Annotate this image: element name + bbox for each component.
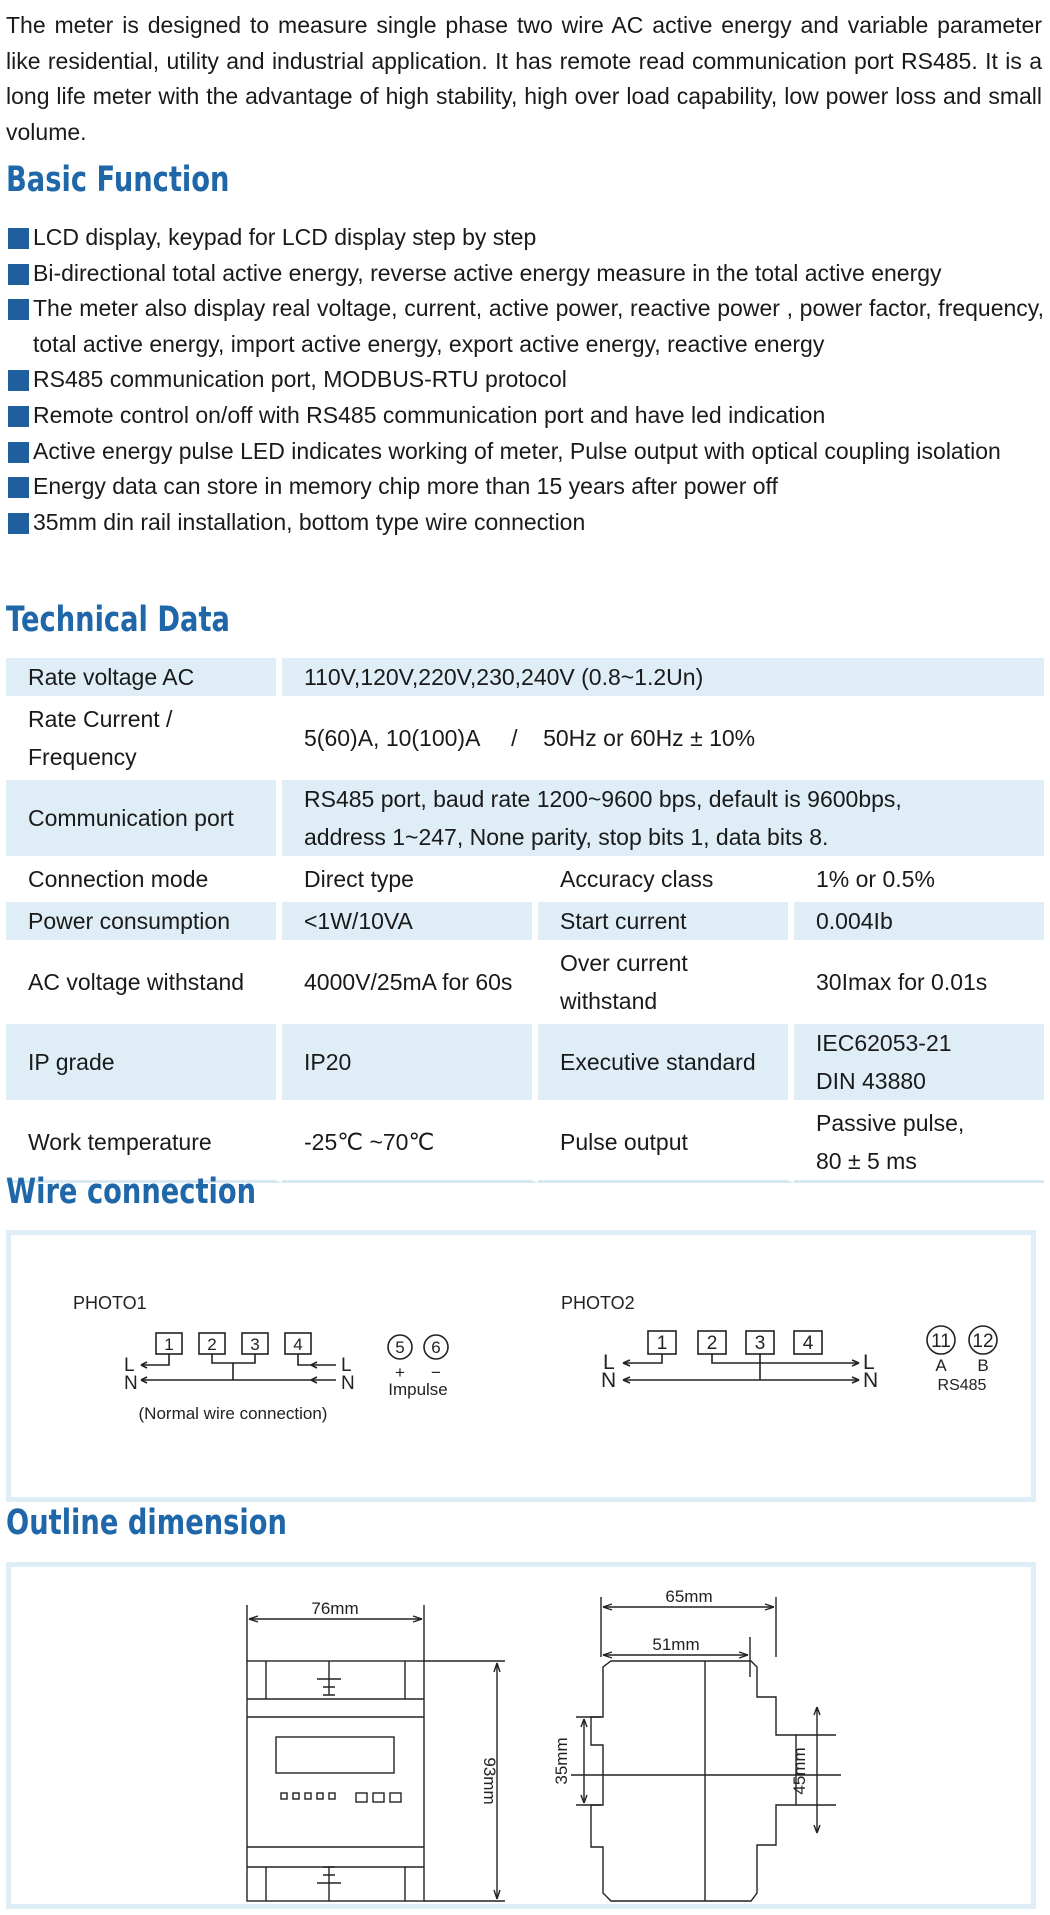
list-item: Remote control on/off with RS485 communication port and have led indication xyxy=(6,398,1044,434)
table-value-cell: IP20 xyxy=(282,1024,538,1104)
screw-terminal xyxy=(317,1867,341,1901)
square-bullet-icon xyxy=(8,477,29,498)
wire-line xyxy=(298,1354,336,1365)
table-value-cell: 5(60)A, 10(100)A / 50Hz or 60Hz ± 10% xyxy=(282,700,1044,780)
line-l-label: L xyxy=(341,1355,352,1376)
table-value-cell: 1% or 0.5% xyxy=(794,860,1044,902)
table-value-cell: IEC62053-21 DIN 43880 xyxy=(794,1024,1044,1104)
square-bullet-icon xyxy=(8,406,29,427)
side-view xyxy=(552,1587,841,1901)
lcd-window xyxy=(276,1737,394,1773)
terminal-label: 3 xyxy=(250,1335,260,1354)
wire-connection-panel xyxy=(6,1230,1036,1502)
outline-dimension-panel xyxy=(6,1562,1036,1909)
photo1-caption: PHOTO1 xyxy=(73,1293,147,1313)
table-label-cell: Communication port xyxy=(6,780,282,860)
table-label-cell: AC voltage withstand xyxy=(6,944,282,1024)
line-l-label: L xyxy=(863,1351,875,1374)
rs485-terminal-label: 11 xyxy=(931,1331,951,1352)
technical-data-table xyxy=(6,658,1044,1183)
table-row xyxy=(6,658,1044,700)
front-width-label: 76mm xyxy=(311,1599,359,1618)
wire-connection-heading: Wire connection xyxy=(6,1172,257,1212)
table-label-cell: Start current xyxy=(538,902,794,944)
rs485-letter: B xyxy=(977,1356,989,1375)
rs485-label: RS485 xyxy=(937,1377,987,1394)
keypad-button xyxy=(390,1793,401,1802)
line-n-label: N xyxy=(863,1369,879,1392)
keypad-dot xyxy=(329,1793,335,1799)
table-value-cell: Direct type xyxy=(282,860,538,902)
list-item: Bi-directional total active energy, reverse active energy measure in the total active energy xyxy=(6,256,1044,292)
wire-note: (Normal wire connection) xyxy=(138,1404,328,1423)
table-row xyxy=(6,780,1044,860)
keypad-dot xyxy=(281,1793,287,1799)
line-n-label: N xyxy=(601,1369,617,1392)
terminal-label: 1 xyxy=(164,1335,174,1354)
outline-dimension-drawing xyxy=(11,1567,1031,1904)
table-value-cell: 110V,120V,220V,230,240V (0.8~1.2Un) xyxy=(282,658,1044,700)
table-value-cell: 30Imax for 0.01s xyxy=(794,944,1044,1024)
line-l-label: L xyxy=(124,1355,135,1376)
list-item: 35mm din rail installation, bottom type wire connection xyxy=(6,505,1044,541)
pulse-terminal-label: 5 xyxy=(395,1338,405,1357)
side-total-depth-label: 65mm xyxy=(665,1587,713,1606)
screw-terminal xyxy=(317,1661,341,1695)
meter-front-body xyxy=(247,1661,424,1901)
front-height-label: 93mm xyxy=(480,1757,499,1805)
table-label-cell: Pulse output xyxy=(538,1104,794,1183)
terminal-label: 1 xyxy=(656,1333,668,1354)
basic-function-list xyxy=(6,220,1044,540)
square-bullet-icon xyxy=(8,264,29,285)
side-inner-depth-label: 51mm xyxy=(652,1635,700,1654)
photo1-diagram xyxy=(73,1293,448,1423)
extension-line xyxy=(576,1717,601,1805)
side-height-label: 45mm xyxy=(790,1747,809,1795)
table-value-cell: 0.004Ib xyxy=(794,902,1044,944)
table-label-cell: Rate voltage AC xyxy=(6,658,282,700)
table-row xyxy=(6,944,1044,1024)
square-bullet-icon xyxy=(8,370,29,391)
table-label-cell: Rate Current / Frequency xyxy=(6,700,282,780)
list-item: The meter also display real voltage, current, active power, reactive power , power factor, frequency, total active energy, import active energy, export active energy, reactive energy xyxy=(6,291,1044,362)
table-value-cell: -25℃ ~70℃ xyxy=(282,1104,538,1183)
table-label-cell: Executive standard xyxy=(538,1024,794,1104)
keypad-dot xyxy=(305,1793,311,1799)
square-bullet-icon xyxy=(8,299,29,320)
list-item: RS485 communication port, MODBUS-RTU protocol xyxy=(6,362,1044,398)
table-value-cell: Passive pulse, 80 ± 5 ms xyxy=(794,1104,1044,1183)
wire-connection-diagram xyxy=(11,1235,1031,1497)
line-n-label: N xyxy=(124,1373,138,1394)
wire-line xyxy=(623,1354,662,1363)
keypad-dot xyxy=(317,1793,323,1799)
table-row xyxy=(6,860,1044,902)
side-rail-label: 35mm xyxy=(552,1737,571,1785)
table-label-cell: Work temperature xyxy=(6,1104,282,1183)
table-row xyxy=(6,700,1044,780)
table-label-cell: IP grade xyxy=(6,1024,282,1104)
table-value-cell: 4000V/25mA for 60s xyxy=(282,944,538,1024)
pulse-terminal-label: 6 xyxy=(431,1338,441,1357)
terminal-label: 2 xyxy=(207,1335,217,1354)
pulse-sign: + xyxy=(395,1363,405,1382)
impulse-label: Impulse xyxy=(388,1380,448,1399)
square-bullet-icon xyxy=(8,513,29,534)
technical-data-heading: Technical Data xyxy=(6,600,230,640)
keypad-button xyxy=(356,1793,367,1802)
table-label-cell: Connection mode xyxy=(6,860,282,902)
outline-dimension-heading: Outline dimension xyxy=(6,1503,287,1543)
front-view xyxy=(247,1599,505,1901)
list-item: LCD display, keypad for LCD display step by step xyxy=(6,220,1044,256)
terminal-label: 4 xyxy=(293,1335,303,1354)
terminal-label: 4 xyxy=(802,1333,814,1354)
keypad-button xyxy=(373,1793,384,1802)
list-item: Active energy pulse LED indicates working of meter, Pulse output with optical coupling isolation xyxy=(6,434,1044,470)
table-label-cell: Over current withstand xyxy=(538,944,794,1024)
table-value-cell: <1W/10VA xyxy=(282,902,538,944)
basic-function-heading: Basic Function xyxy=(6,160,230,200)
square-bullet-icon xyxy=(8,228,29,249)
list-item: Energy data can store in memory chip more than 15 years after power off xyxy=(6,469,1044,505)
table-row xyxy=(6,902,1044,944)
line-l-label: L xyxy=(603,1351,615,1374)
table-row xyxy=(6,1024,1044,1104)
terminal-label: 3 xyxy=(754,1333,766,1354)
pulse-sign: − xyxy=(431,1363,441,1382)
rs485-terminal-label: 12 xyxy=(972,1331,994,1352)
line-n-label: N xyxy=(341,1373,355,1394)
table-label-cell: Power consumption xyxy=(6,902,282,944)
wire-line xyxy=(712,1354,760,1363)
meter-side-body xyxy=(591,1661,796,1901)
meter-front-detail xyxy=(247,1661,424,1901)
table-label-cell: Accuracy class xyxy=(538,860,794,902)
photo2-caption: PHOTO2 xyxy=(561,1293,635,1313)
wire-line xyxy=(212,1354,255,1363)
rs485-letter: A xyxy=(935,1356,947,1375)
square-bullet-icon xyxy=(8,442,29,463)
keypad-dot xyxy=(293,1793,299,1799)
terminal-label: 2 xyxy=(706,1333,718,1354)
intro-paragraph: The meter is designed to measure single phase two wire AC active energy and variable parameter like residential, utility and industrial application. It has remote read communication port RS485. It is a long life meter with the advantage of high stability, high over load capability, low power loss and small volume. xyxy=(6,12,1042,145)
table-value-cell: RS485 port, baud rate 1200~9600 bps, default is 9600bps, address 1~247, None parity, stop bits 1, data bits 8. xyxy=(282,780,1044,860)
photo2-diagram xyxy=(561,1293,997,1394)
